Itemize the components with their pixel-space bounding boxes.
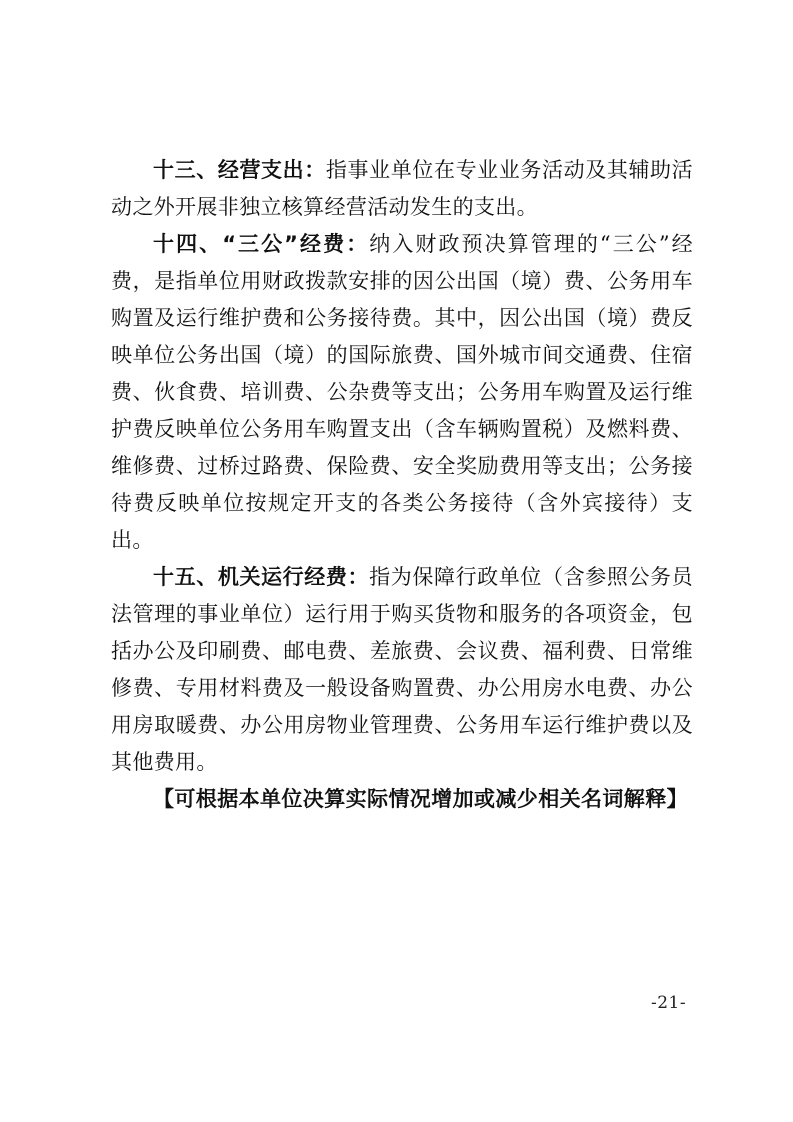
- page-number: -21-: [651, 993, 687, 1013]
- term-separator: ：: [346, 232, 370, 256]
- definition-text: 指事业单位在专业业务活动及其辅助活动之外开展非独立核算经营活动发生的支出。: [111, 158, 694, 219]
- definition-three-public-expenses: [111, 226, 693, 559]
- editorial-note: 【可根据本单位决算实际情况增加或减少相关名词解释】: [153, 787, 688, 811]
- term-three-public-expenses: 十四、“三公”经费: [153, 232, 347, 256]
- definition-operating-expenditure: [111, 152, 693, 226]
- definition-agency-operating-funds: [111, 559, 693, 781]
- definition-text: 纳入财政预决算管理的“三公”经费，是指单位用财政拨款安排的因公出国（境）费、公务用车购置及运行维护费和公务接待费。其中，因公出国（境）费反映单位公务出国（境）的国际旅费、国外城市间交通费、住宿费、伙食费、培训费、公杂费等支出；公务用车购置及运行维护费反映单位公务用车购置支出（含车辆购置税）及燃料费、维修费、过桥过路费、保险费、安全奖励费用等支出；公务接待费反映单位按规定开支的各类公务接待（含外宾接待）支出。: [111, 232, 693, 552]
- term-agency-operating-funds: 十五、机关运行经费: [153, 565, 348, 589]
- term-operating-expenditure: 十三、经营支出: [153, 158, 305, 182]
- definition-text: 指为保障行政单位（含参照公务员法管理的事业单位）运行用于购买货物和服务的各项资金，包括办公及印刷费、邮电费、差旅费、会议费、福利费、日常维修费、专用材料费及一般设备购置费、办公用房水电费、办公用房取暖费、办公用房物业管理费、公务用车运行维护费以及其他费用。: [111, 565, 694, 774]
- term-separator: ：: [304, 158, 326, 182]
- term-separator: ：: [347, 565, 370, 589]
- document-body: [111, 152, 693, 818]
